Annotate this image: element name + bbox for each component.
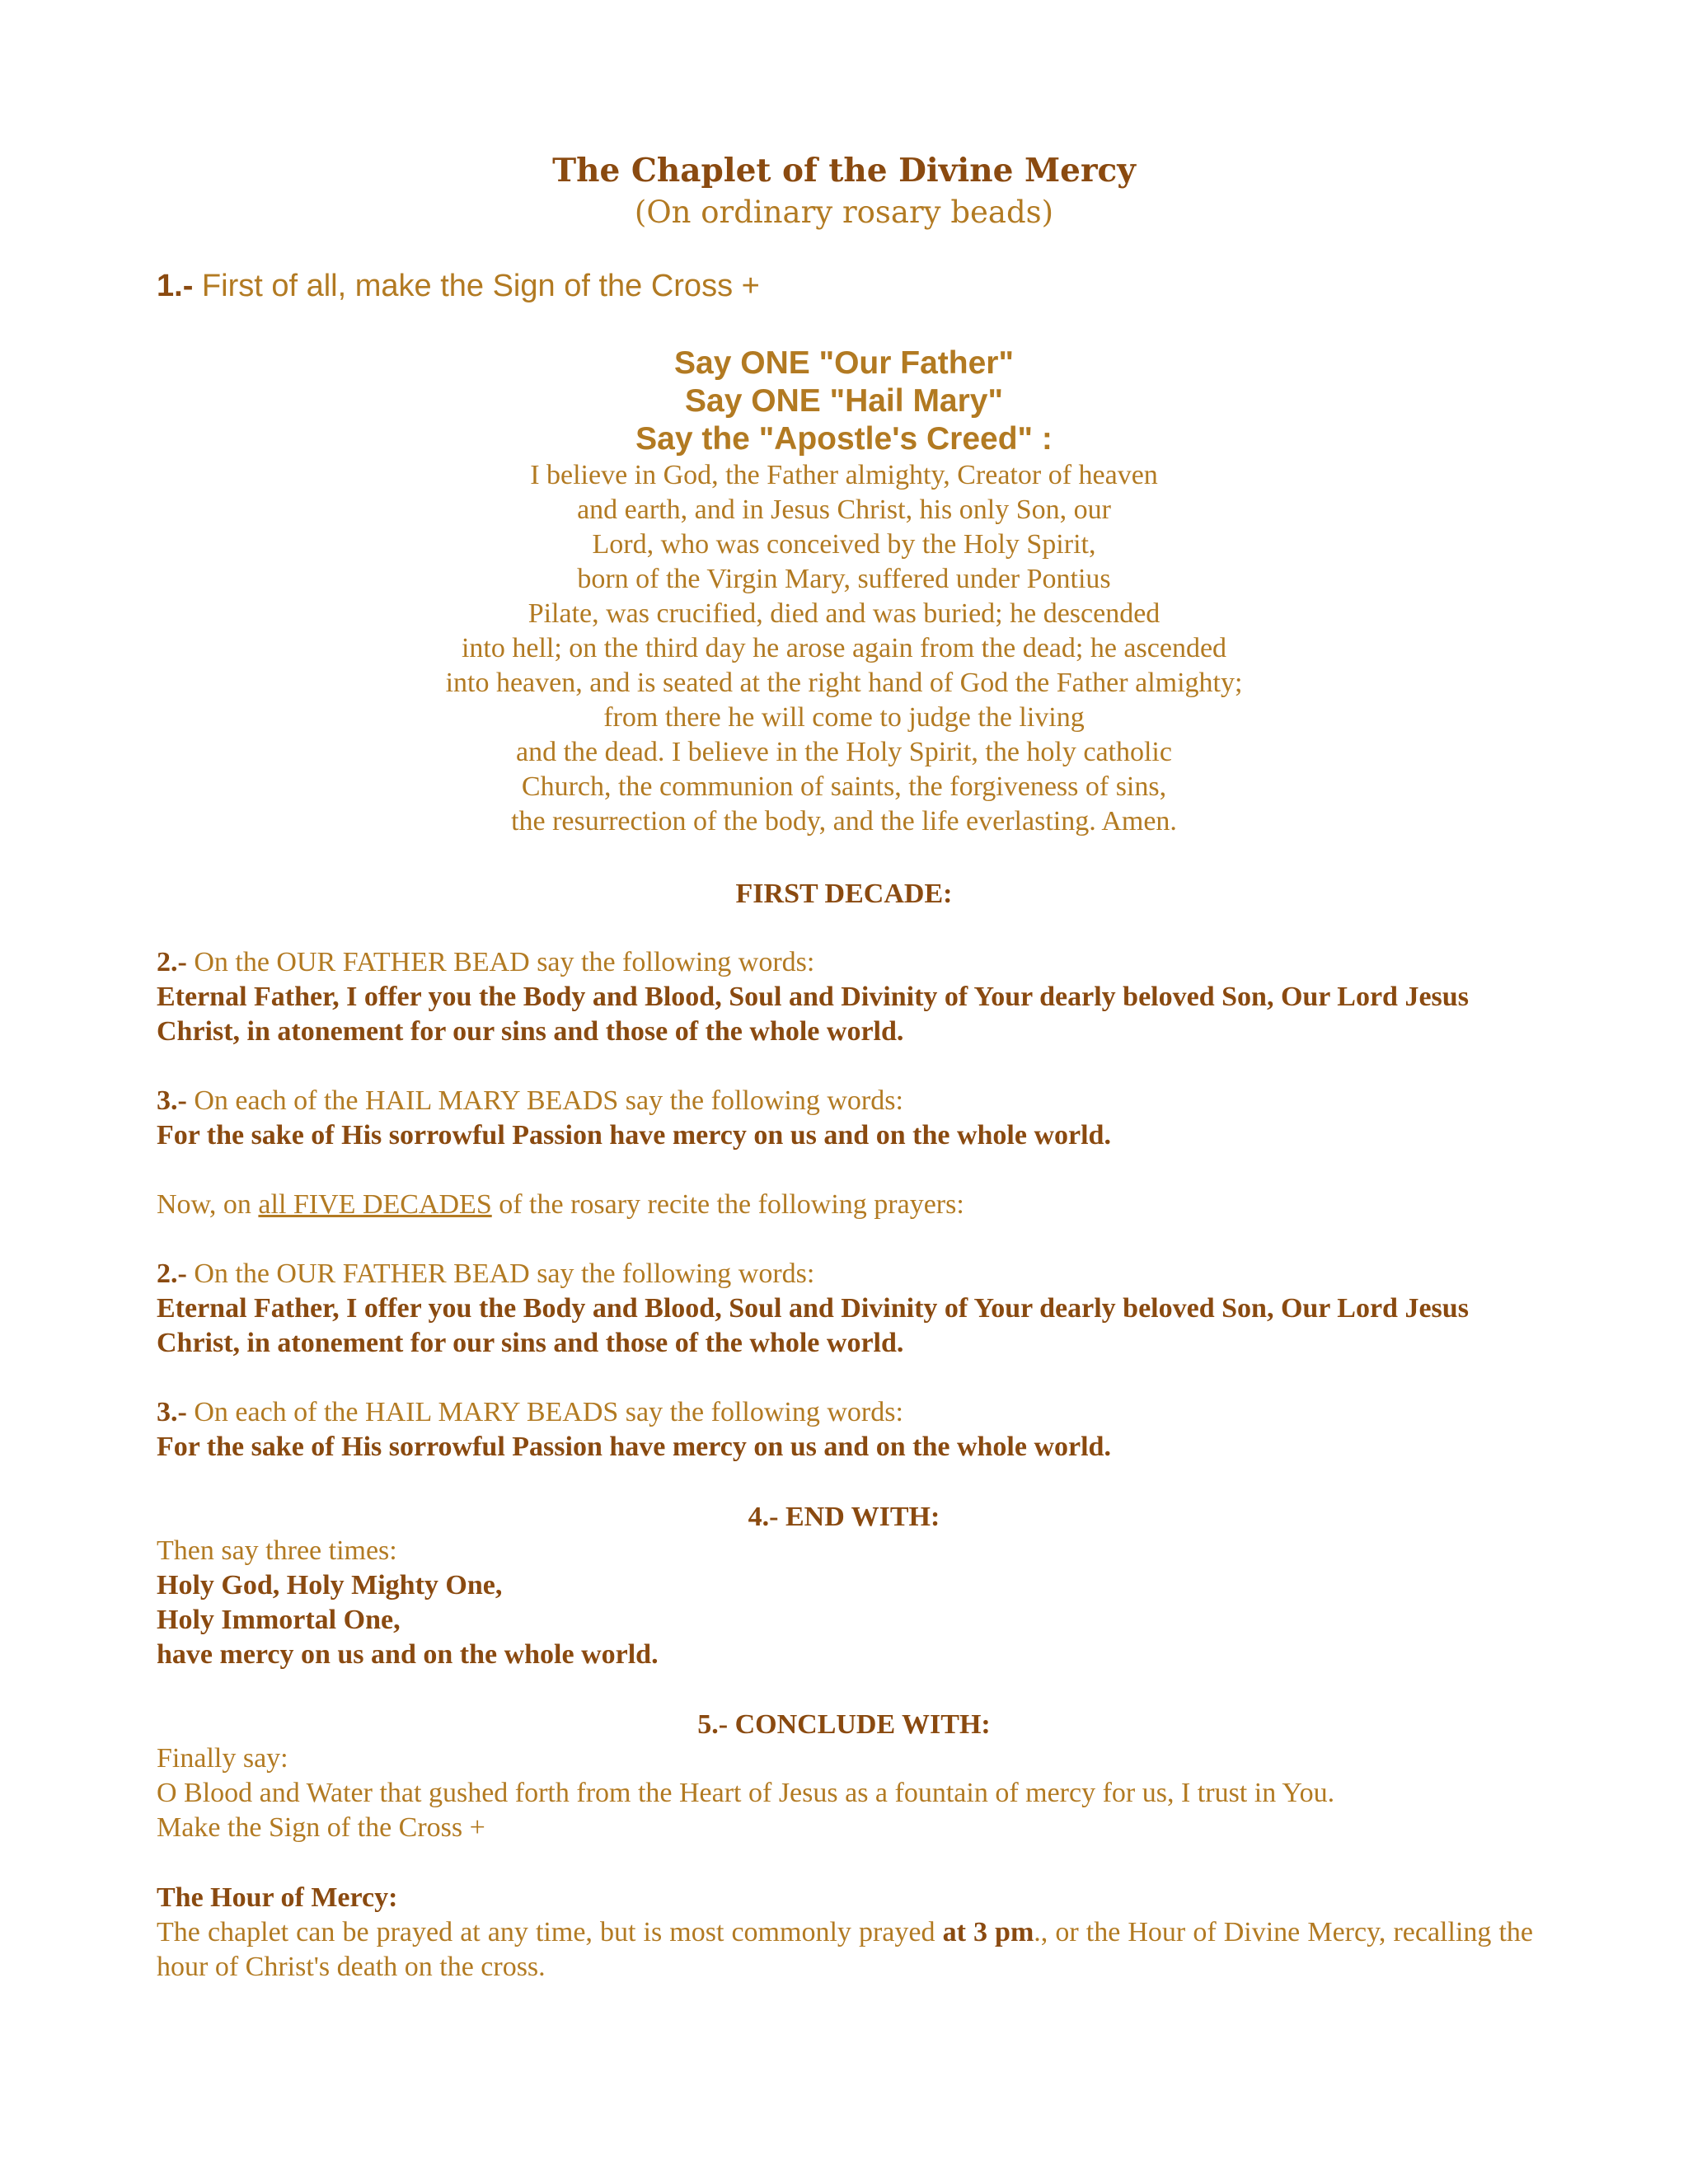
- holy-god-line: have mercy on us and on the whole world.: [157, 1639, 659, 1670]
- hour-of-mercy-heading: The Hour of Mercy:: [157, 1882, 398, 1913]
- say-our-father: Say ONE "Our Father": [674, 345, 1014, 381]
- holy-god-line: Holy Immortal One,: [157, 1605, 401, 1635]
- creed-line: and the dead. I believe in the Holy Spirit, the holy catholic: [516, 737, 1172, 767]
- eternal-father-prayer: Eternal Father, I offer you the Body and Blood, Soul and Divinity of Your dearly beloved Son, Our Lord Jesus Christ, in atonement for our sins and those of the whole world.: [157, 982, 1469, 1047]
- creed-line: from there he will come to judge the living: [603, 702, 1085, 733]
- five-decades-before: Now, on: [157, 1189, 259, 1220]
- end-with-intro: Then say three times:: [157, 1535, 397, 1566]
- five-decades-step-3: [157, 1395, 1533, 1465]
- step-2-intro: On the OUR FATHER BEAD say the following words:: [194, 1258, 815, 1289]
- five-decades-instruction: [157, 1188, 1533, 1222]
- five-decades-after: of the rosary recite the following prayers:: [491, 1189, 964, 1220]
- step-2-intro: On the OUR FATHER BEAD say the following words:: [194, 947, 815, 977]
- hour-of-mercy-text: [157, 1915, 1533, 1985]
- blood-and-water-prayer: O Blood and Water that gushed forth from the Heart of Jesus as a fountain of mercy for us, I trust in You.: [157, 1778, 1335, 1808]
- creed-line: Church, the communion of saints, the forgiveness of sins,: [521, 771, 1167, 802]
- five-decades-step-2: [157, 1257, 1533, 1361]
- end-with-section: [157, 1534, 1533, 1672]
- creed-line: into hell; on the third day he arose again from the dead; he ascended: [461, 633, 1227, 663]
- end-with-heading: 4.- END WITH:: [748, 1502, 940, 1532]
- sorrowful-passion-prayer: For the sake of His sorrowful Passion have mercy on us and on the whole world.: [157, 1432, 1111, 1462]
- hour-text-before: The chaplet can be prayed at any time, but is most commonly prayed: [157, 1917, 943, 1947]
- eternal-father-prayer: Eternal Father, I offer you the Body and Blood, Soul and Divinity of Your dearly beloved Son, Our Lord Jesus Christ, in atonement for our sins and those of the whole world.: [157, 1293, 1469, 1358]
- creed-line: into heaven, and is seated at the right hand of God the Father almighty;: [445, 668, 1243, 698]
- step-3-intro: On each of the HAIL MARY BEADS say the following words:: [194, 1085, 903, 1116]
- first-decade-step-2: [157, 945, 1533, 1049]
- document-subtitle: (On ordinary rosary beads): [634, 194, 1054, 230]
- sign-of-cross: Make the Sign of the Cross +: [157, 1812, 485, 1843]
- conclude-with-heading: 5.- CONCLUDE WITH:: [697, 1709, 991, 1740]
- creed-line: I believe in God, the Father almighty, Creator of heaven: [530, 460, 1158, 490]
- hour-of-mercy-section: [157, 1881, 1533, 1985]
- step-2-number: 2.-: [157, 947, 187, 977]
- five-decades-link[interactable]: all FIVE DECADES: [258, 1189, 492, 1220]
- creed-line: and earth, and in Jesus Christ, his only Son, our: [577, 494, 1111, 525]
- first-decade-heading: FIRST DECADE:: [735, 879, 953, 909]
- step-3-number: 3.-: [157, 1397, 187, 1427]
- creed-line: Lord, who was conceived by the Holy Spirit,: [592, 529, 1096, 560]
- document-title: The Chaplet of the Divine Mercy: [552, 152, 1136, 190]
- step-1-number: 1.-: [157, 269, 194, 303]
- creed-line: born of the Virgin Mary, suffered under Pontius: [577, 564, 1111, 594]
- creed-line: Pilate, was crucified, died and was buried; he descended: [528, 598, 1160, 629]
- step-2-number: 2.-: [157, 1258, 187, 1289]
- hour-text-after: ., or the Hour of Divine Mercy, recalling the hour of Christ's death on the cross.: [157, 1917, 1533, 1982]
- creed-line: the resurrection of the body, and the life everlasting. Amen.: [511, 806, 1177, 837]
- conclude-with-section: [157, 1741, 1533, 1845]
- hour-text-bold: at 3 pm: [942, 1917, 1034, 1947]
- say-instructions: [0, 344, 1688, 458]
- sorrowful-passion-prayer: For the sake of His sorrowful Passion have mercy on us and on the whole world.: [157, 1120, 1111, 1151]
- apostles-creed-text: [0, 458, 1688, 839]
- step-3-intro: On each of the HAIL MARY BEADS say the following words:: [194, 1397, 903, 1427]
- say-hail-mary: Say ONE "Hail Mary": [685, 383, 1003, 419]
- holy-god-line: Holy God, Holy Mighty One,: [157, 1570, 503, 1601]
- say-apostles-creed: Say the "Apostle's Creed" :: [635, 421, 1053, 457]
- conclude-intro: Finally say:: [157, 1743, 288, 1774]
- first-decade-step-3: [157, 1084, 1533, 1153]
- step-1: [157, 269, 760, 304]
- step-3-number: 3.-: [157, 1085, 187, 1116]
- step-1-text: First of all, make the Sign of the Cross +: [201, 269, 760, 303]
